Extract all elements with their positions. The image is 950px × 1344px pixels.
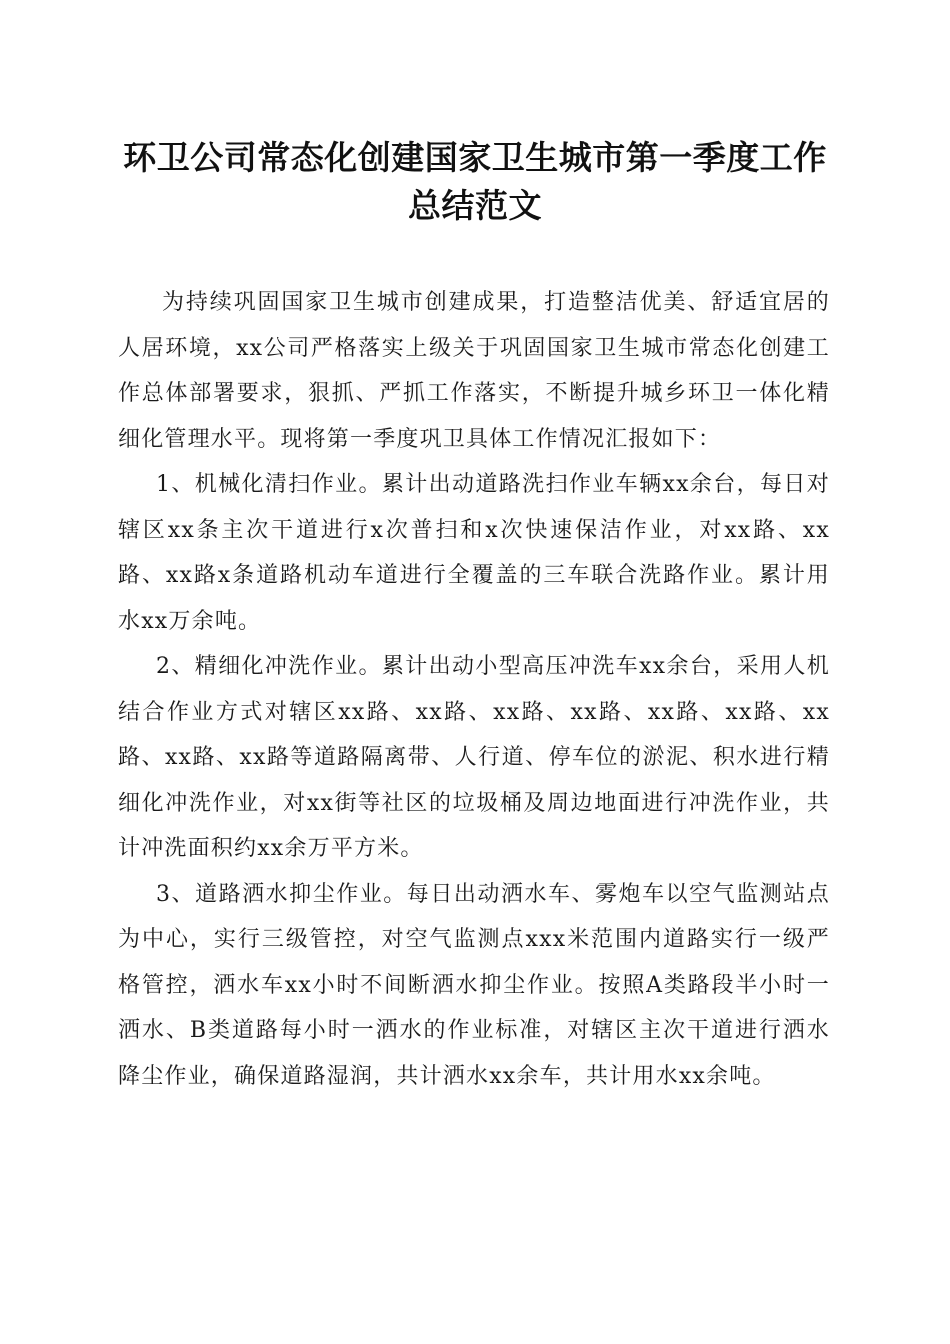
document-body	[118, 280, 830, 1099]
paragraph-fine-washing: 2、精细化冲洗作业。累计出动小型高压冲洗车xx余台，采用人机结合作业方式对辖区xx路、xx路、xx路、xx路、xx路、xx路、xx路、xx路、xx路等道路隔离带、人行道、停车位的淤泥、积水进行精细化冲洗作业，对xx街等社区的垃圾桶及周边地面进行冲洗作业，共计冲洗面积约xx余万平方米。	[118, 654, 830, 861]
intro-paragraph: 为持续巩固国家卫生城市创建成果，打造整洁优美、舒适宜居的人居环境，xx公司严格落实上级关于巩固国家卫生城市常态化创建工作总体部署要求，狠抓、严抓工作落实，不断提升城乡环卫一体化精细化管理水平。现将第一季度巩卫具体工作情况汇报如下：	[118, 290, 830, 452]
paragraph-mechanized-sweeping: 1、机械化清扫作业。累计出动道路洗扫作业车辆xx余台，每日对辖区xx条主次干道进行x次普扫和x次快速保洁作业，对xx路、xx路、xx路x条道路机动车道进行全覆盖的三车联合洗路作业。累计用水xx万余吨。	[118, 472, 830, 634]
paragraph-road-sprinkling: 3、道路洒水抑尘作业。每日出动洒水车、雾炮车以空气监测站点为中心，实行三级管控，对空气监测点xxx米范围内道路实行一级严格管控，洒水车xx小时不间断洒水抑尘作业。按照A类路段半小时一洒水、B类道路每小时一洒水的作业标准，对辖区主次干道进行洒水降尘作业，确保道路湿润，共计洒水xx余车，共计用水xx余吨。	[118, 881, 830, 1089]
document-title: 环卫公司常态化创建国家卫生城市第一季度工作总结范文	[123, 138, 827, 225]
